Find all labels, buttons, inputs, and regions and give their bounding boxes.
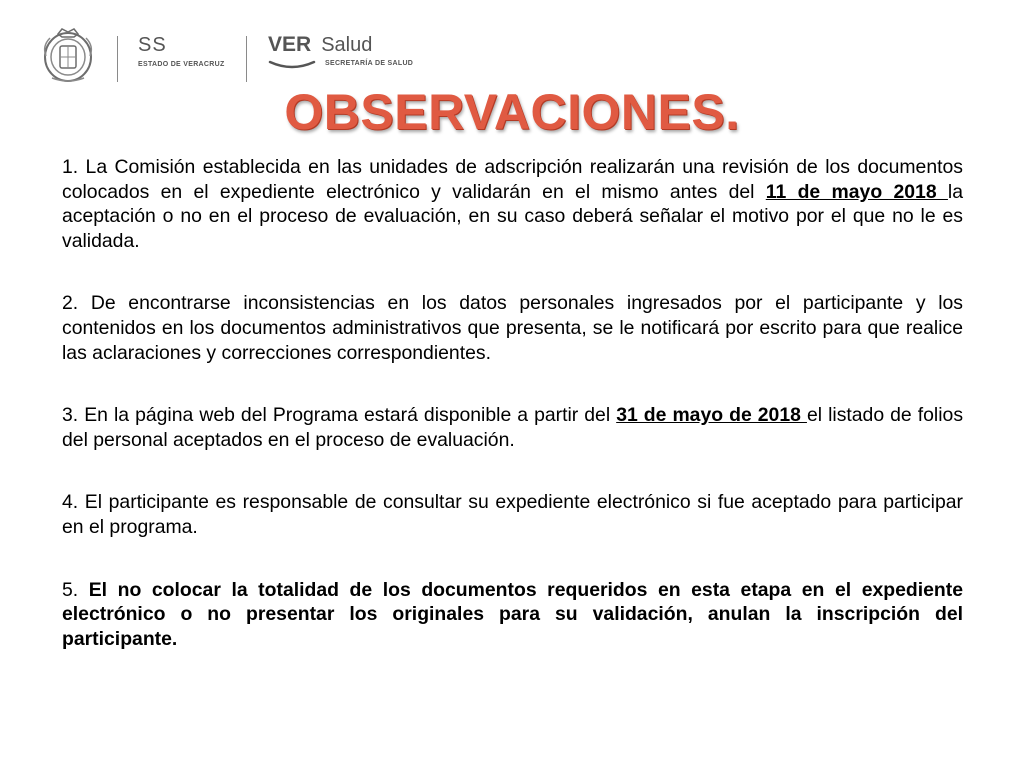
observation-1-text: 1. La Comisión establecida en las unidades de adscripción realizarán una revisión de los documentos colocados en el expediente electrónico y validarán en el mismo antes del bbox=[62, 156, 963, 203]
ver-logo-name: Salud bbox=[321, 34, 373, 56]
ss-logo-title: SS bbox=[138, 34, 167, 56]
observation-3 bbox=[62, 403, 963, 452]
observation-3-text-end: el listado de folios del personal aceptados en el proceso de evaluación. bbox=[62, 404, 964, 451]
observation-4: 4. El participante es responsable de consultar su expediente electrónico si fue aceptado para participar en el programa. bbox=[62, 491, 963, 538]
header bbox=[0, 0, 1024, 90]
ss-logo bbox=[138, 34, 225, 68]
observation-5-number: 5. bbox=[62, 578, 89, 601]
veracruz-seal-icon bbox=[40, 26, 96, 84]
observation-2: 2. De encontrarse inconsistencias en los datos personales ingresados por el participante y los contenidos en los documentos administrativos que presenta, se le notificará por escrito para que realice las aclaraciones y correcciones correspondientes. bbox=[62, 292, 963, 364]
deadline-date-2: 31 de mayo de 2018 bbox=[616, 404, 807, 427]
ver-swoosh-icon bbox=[268, 58, 316, 70]
ver-logo-title: VER bbox=[268, 33, 312, 56]
observation-1 bbox=[62, 155, 963, 253]
observation-3-text: 3. En la página web del Programa estará disponible a partir del bbox=[62, 404, 617, 427]
deadline-date-1: 11 de mayo 2018 bbox=[765, 180, 948, 203]
ver-logo-subtitle: SECRETARÍA DE SALUD bbox=[325, 60, 414, 67]
observation-5 bbox=[62, 578, 963, 652]
ss-logo-subtitle: ESTADO DE VERACRUZ bbox=[138, 61, 225, 68]
observations-body bbox=[62, 155, 963, 689]
observation-1-text-end: la aceptación o no en el proceso de evaluación, en su caso deberá señalar el motivo por el que no le es validada. bbox=[62, 180, 964, 252]
logo-divider bbox=[117, 36, 118, 82]
logo-divider bbox=[246, 36, 247, 82]
observation-5-text: El no colocar la totalidad de los documentos requeridos en esta etapa en el expediente electrónico o no presentar los originales para su validación, anulan la inscripción del participante. bbox=[62, 578, 963, 650]
page-title: OBSERVACIONES. bbox=[284, 84, 740, 140]
